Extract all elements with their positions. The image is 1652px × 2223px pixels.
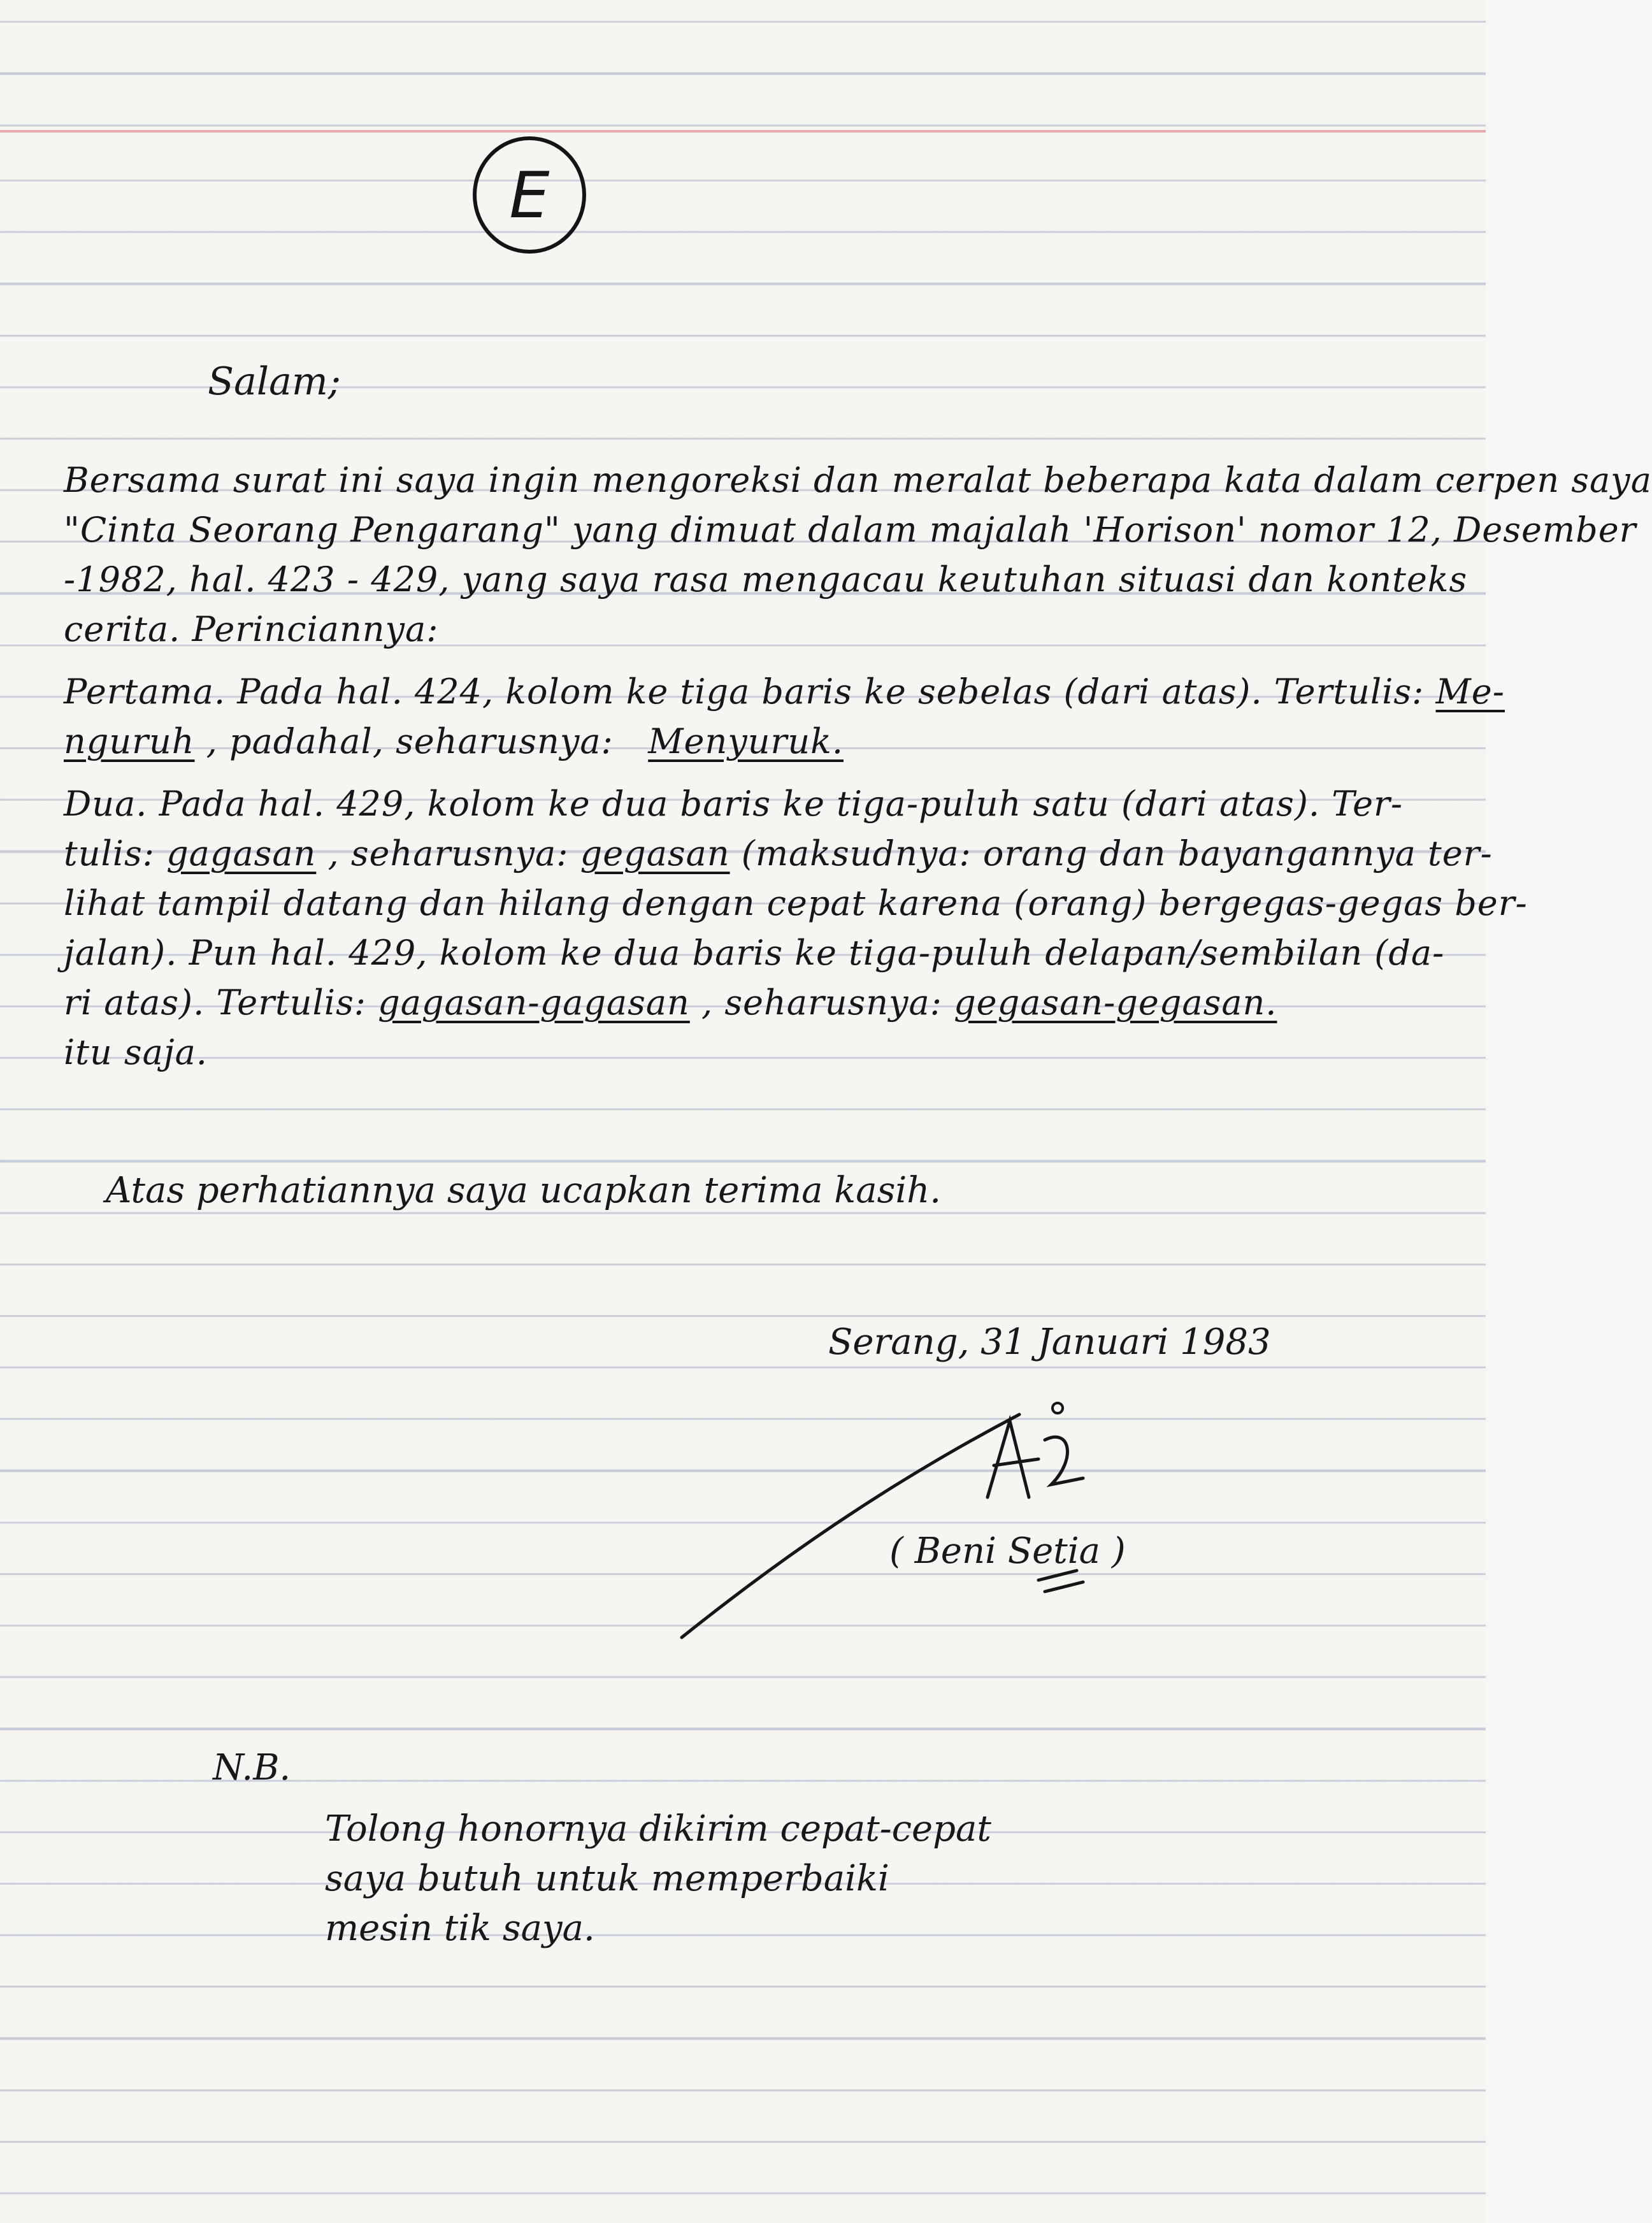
dua-tulis: tulis: bbox=[64, 833, 155, 874]
dua-line-4: jalan). Pun hal. 429, kolom ke dua baris ke tiga-puluh delapan/sembilan (da- bbox=[64, 933, 1445, 973]
dua-tertulis: ri atas). Tertulis: bbox=[64, 982, 366, 1023]
body-line-2: "Cinta Seorang Pengarang" yang dimuat dalam majalah 'Horison' nomor 12, Desember bbox=[64, 510, 1637, 550]
pertama-line-2 bbox=[64, 721, 1427, 771]
handwritten-signature-icon bbox=[663, 1389, 1223, 1657]
body-line-3: -1982, hal. 423 - 429, yang saya rasa mengacau keutuhan situasi dan konteks bbox=[64, 559, 1468, 600]
top-margin-line bbox=[0, 130, 1486, 133]
dua-line-1: Dua. Pada hal. 429, kolom ke dua baris ke tiga-puluh satu (dari atas). Ter- bbox=[64, 784, 1404, 824]
dua-explanation: (maksudnya: orang dan bayangannya ter- bbox=[741, 833, 1493, 874]
pertama-line-1 bbox=[64, 672, 1505, 721]
nb-label: N.B. bbox=[213, 1747, 291, 1788]
dua-correct-word: gegasan bbox=[580, 833, 730, 874]
dua-line-5 bbox=[64, 982, 1427, 1032]
greeting: Salam; bbox=[208, 359, 341, 404]
pertama-wrong-word-part1: Me- bbox=[1435, 672, 1505, 712]
nb-line-2: saya butuh untuk memperbaiki bbox=[325, 1858, 889, 1899]
dua-mid-text-2: , seharusnya: bbox=[701, 982, 942, 1023]
pertama-mid-text: , padahal, seharusnya: bbox=[206, 721, 614, 761]
dua-wrong-word: gagasan bbox=[166, 833, 317, 874]
place-date: Serang, 31 Januari 1983 bbox=[828, 1321, 1271, 1363]
pertama-correct-word: Menyuruk. bbox=[648, 721, 844, 761]
letter-body bbox=[64, 460, 1652, 1082]
signature-name: ( Beni Setia ) bbox=[889, 1530, 1126, 1572]
dua-line-2 bbox=[64, 833, 1493, 883]
body-line-4: cerita. Perinciannya: bbox=[64, 609, 439, 649]
dua-line-6: itu saja. bbox=[64, 1032, 208, 1072]
dua-mid-text: , seharusnya: bbox=[327, 833, 569, 874]
stamp-letter: E bbox=[509, 157, 550, 233]
closing-line: Atas perhatiannya saya ucapkan terima kasih. bbox=[106, 1170, 942, 1211]
dua-correct-phrase: gegasan-gegasan. bbox=[954, 982, 1277, 1023]
nb-line-3: mesin tik saya. bbox=[325, 1908, 595, 1949]
nb-line-1: Tolong honornya dikirim cepat-cepat bbox=[325, 1808, 991, 1850]
circled-letter-stamp bbox=[473, 136, 586, 254]
pertama-wrong-word-part2: nguruh bbox=[64, 721, 195, 761]
body-line-1: Bersama surat ini saya ingin mengoreksi dan meralat beberapa kata dalam cerpen saya bbox=[64, 460, 1652, 500]
pertama-text: Pertama. Pada hal. 424, kolom ke tiga baris ke sebelas (dari atas). Tertulis: bbox=[64, 672, 1425, 712]
dua-wrong-phrase: gagasan-gagasan bbox=[378, 982, 690, 1023]
dua-line-3: lihat tampil datang dan hilang dengan cepat karena (orang) bergegas-gegas ber- bbox=[64, 883, 1528, 923]
